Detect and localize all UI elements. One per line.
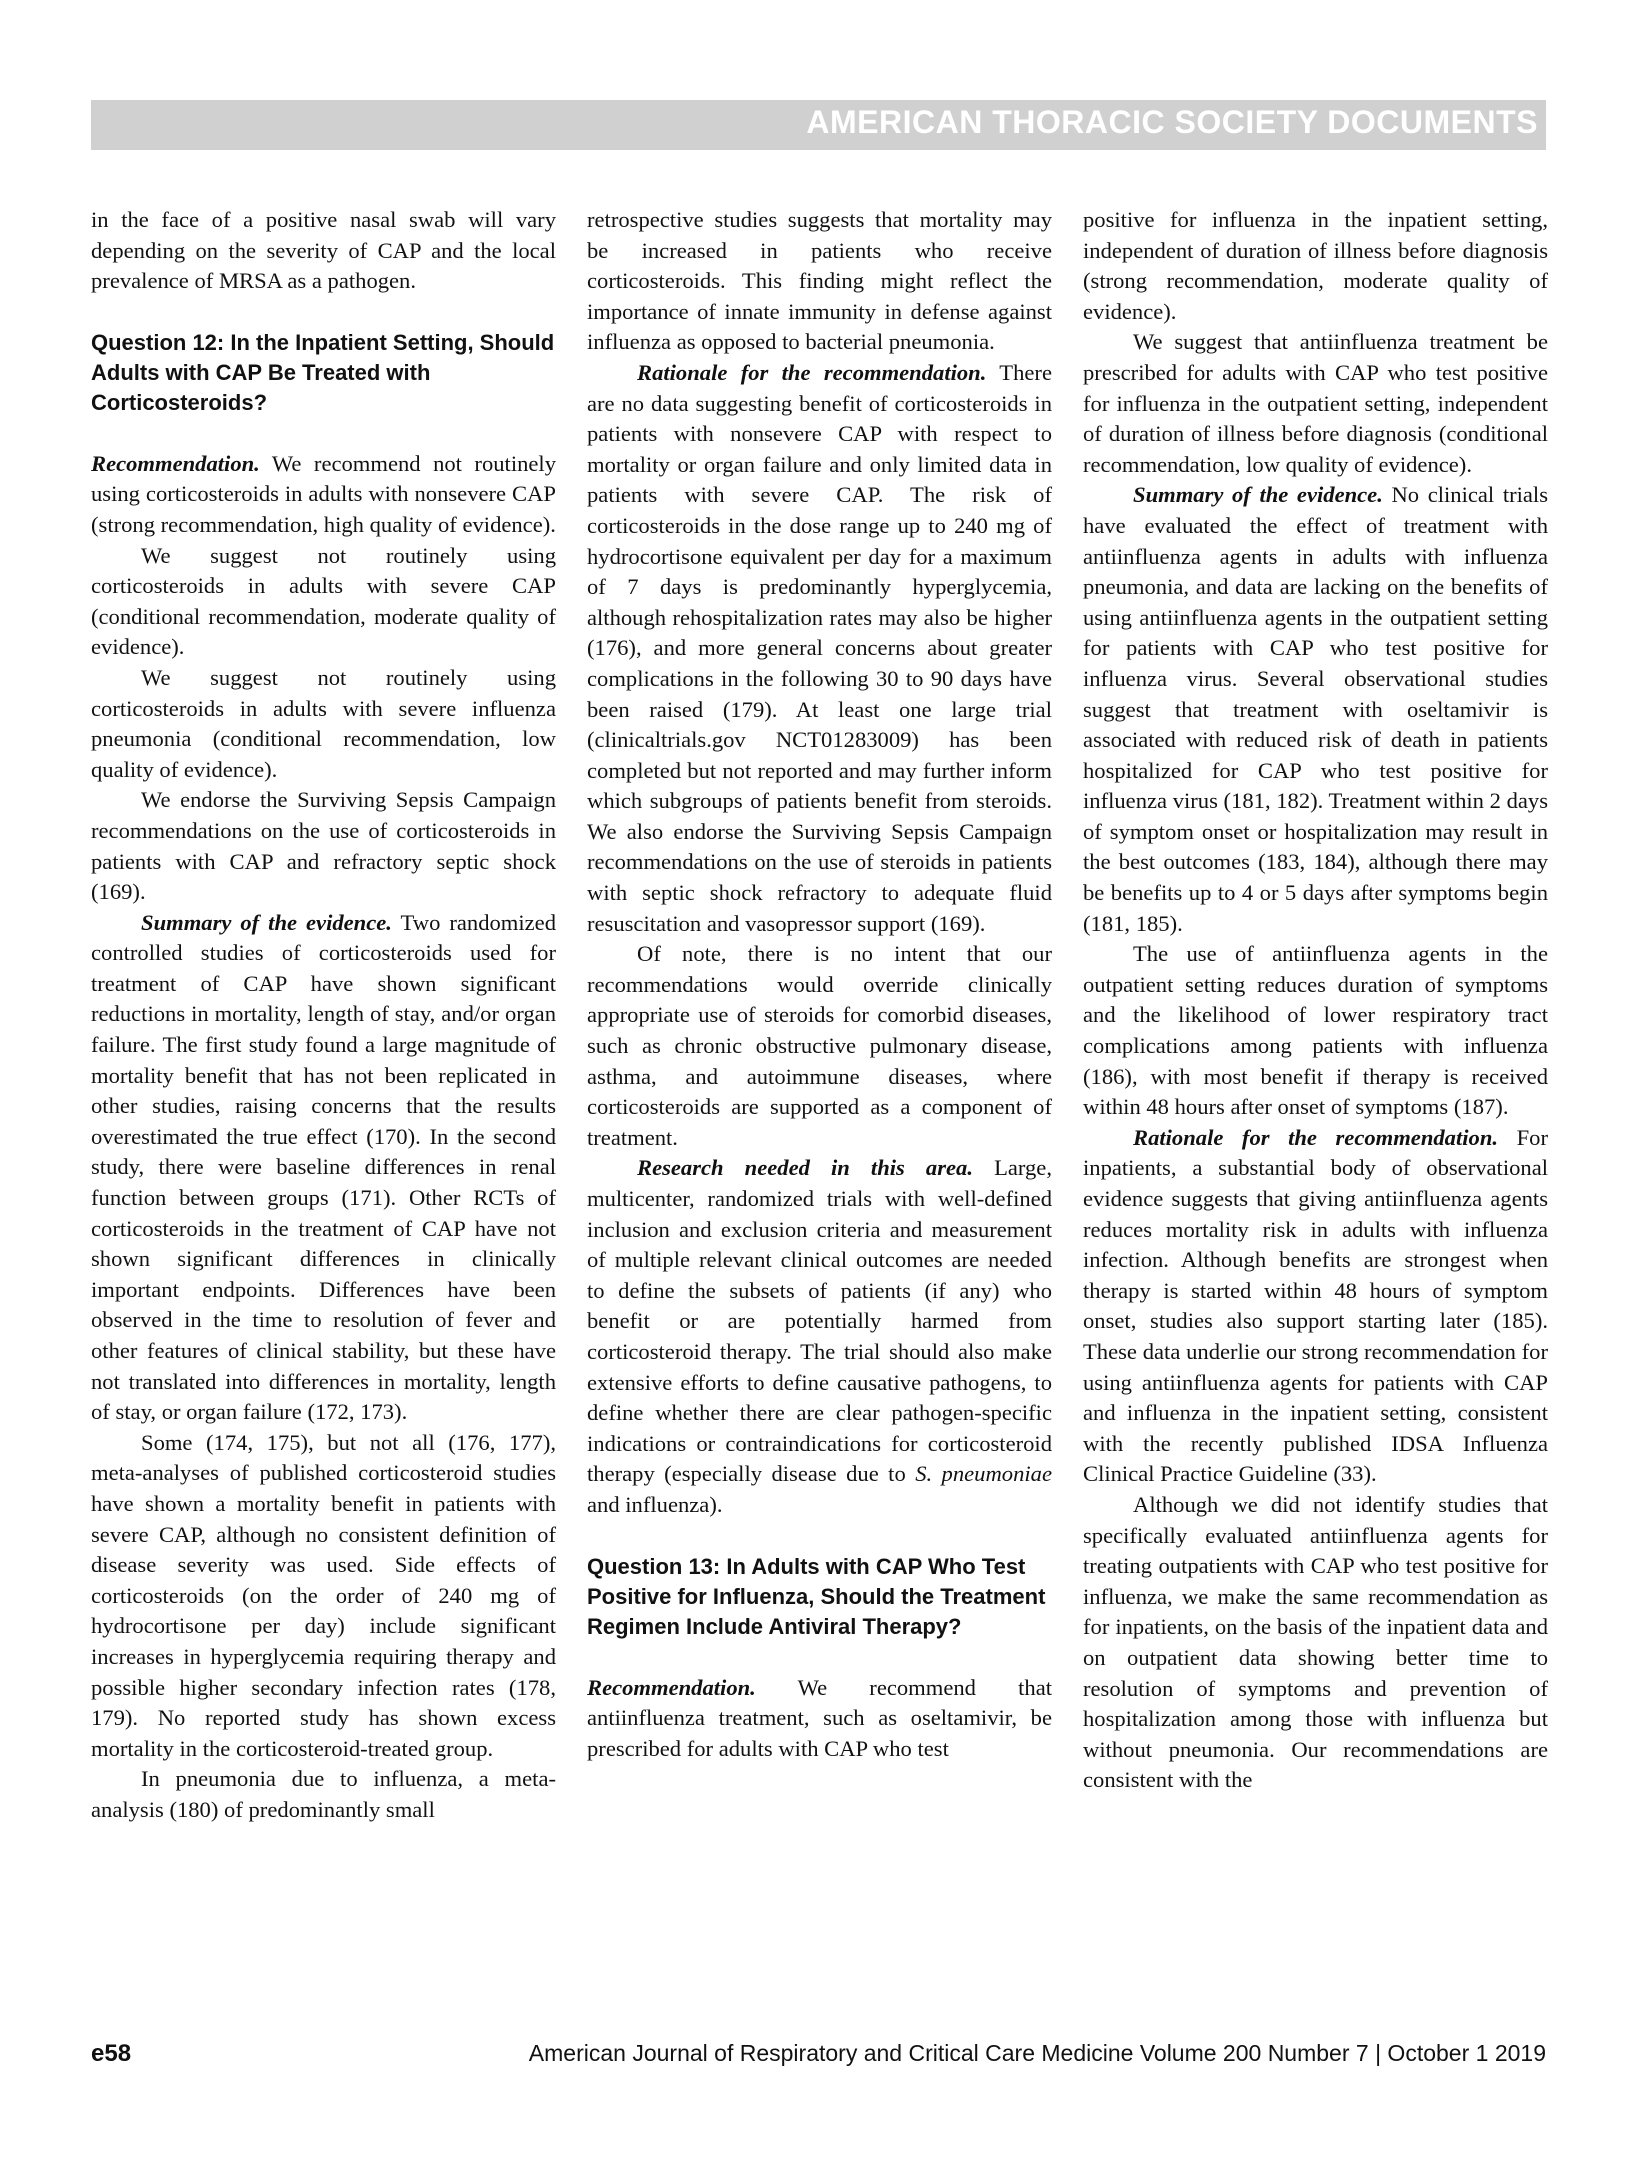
page-footer <box>91 2040 1546 2074</box>
page-number: e58 <box>91 2040 132 2067</box>
paragraph: Although we did not identify studies that specifically evaluated antiinfluenza agents for treating outpatients with CAP who test positive for influenza, we make the same recommendation as for inpatients, on the basis of the inpatient data and on outpatient data showing better time to resolution of symptoms and prevention of hospitalization among those with influenza but without pneumonia. Our recommendations are consistent with the <box>1083 1491 1548 1793</box>
research-paragraph <box>587 1153 1052 1520</box>
recommendation-text: We recommend that antiinfluenza treatment, such as oseltamivir, be prescribed for adults with CAP who test <box>587 1674 1052 1761</box>
paragraph: We suggest not routinely using corticosteroids in adults with severe influenza pneumonia (conditional recommendation, low quality of evidence). <box>91 664 556 782</box>
recommendation-lead: Recommendation. <box>91 450 260 476</box>
species-name: S. pneumoniae <box>915 1461 1052 1487</box>
paragraph: We suggest that antiinfluenza treatment be prescribed for adults with CAP who test positive for influenza in the outpatient setting, independent of duration of illness before diagnosis (conditional recommendation, low quality of evidence). <box>1083 329 1548 477</box>
evidence-paragraph <box>1083 480 1548 939</box>
evidence-text: No clinical trials have evaluated the effect of treatment with antiinfluenza agents in adults with influenza pneumonia, and data are lacking on the benefits of using antiinfluenza agents in the outpatient setting for patients with CAP who test positive for influenza virus. Several observational studies suggest that treatment with oseltamivir is associated with reduced risk of death in patients hospitalized for CAP who test positive for influenza virus (181, 182). Treatment within 2 days of symptom onset or hospitalization may result in the best outcomes (183, 184), although there may be benefits up to 4 or 5 days after symptoms begin (181, 185). <box>1083 482 1548 936</box>
evidence-paragraph <box>91 908 556 1428</box>
evidence-text: Two randomized controlled studies of corticosteroids used for treatment of CAP have shown significant reductions in mortality, length of stay, and/or organ failure. The first study found a large magnitude of mortality benefit that has not been replicated in other studies, raising concerns that the results overestimated the true effect (170). In the second study, there were baseline differences in renal function between groups (171). Other RCTs of corticosteroids in the treatment of CAP have not shown significant differences in clinically important endpoints. Differences have been observed in the time to resolution of fever and other features of clinical stability, but these have not translated into differences in mortality, length of stay, or organ failure (172, 173). <box>91 909 557 1425</box>
evidence-lead: Summary of the evidence. <box>141 909 392 935</box>
research-text: Large, multicenter, randomized trials with well-defined inclusion and exclusion criteria and measurement of multiple relevant clinical outcomes are needed to define the subsets of patients (if any) who benefit or are potentially harmed from corticosteroid therapy. The trial should also make extensive efforts to define causative pathogens, to define whether there are clear pathogen-specific indications or contraindications for corticosteroid therapy (especially disease due to <box>587 1155 1052 1487</box>
rationale-lead: Rationale for the recommendation. <box>1133 1124 1499 1150</box>
paragraph: We endorse the Surviving Sepsis Campaign recommendations on the use of corticosteroids in patients with CAP and refractory septic shock (169). <box>91 787 556 905</box>
header-banner <box>91 100 1546 150</box>
banner-title: AMERICAN THORACIC SOCIETY DOCUMENTS <box>806 104 1538 140</box>
paragraph: The use of antiinfluenza agents in the outpatient setting reduces duration of symptoms and the likelihood of lower respiratory tract complications among patients with influenza (186), with most benefit if therapy is received within 48 hours after onset of symptoms (187). <box>1083 941 1548 1120</box>
rationale-paragraph <box>587 358 1052 939</box>
column-2 <box>587 205 1052 1764</box>
paragraph: positive for influenza in the inpatient setting, independent of duration of illness before diagnosis (strong recommendation, moderate quality of evidence). <box>1083 207 1548 324</box>
research-text-end: and influenza). <box>587 1491 723 1517</box>
recommendation-text: We recommend not routinely using corticosteroids in adults with nonsevere CAP (strong recommendation, high quality of evidence). <box>91 450 556 537</box>
research-lead: Research needed in this area. <box>637 1155 973 1181</box>
column-3 <box>1083 205 1548 1796</box>
paragraph: Of note, there is no intent that our recommendations would override clinically appropriate use of steroids for comorbid diseases, such as chronic obstructive pulmonary disease, asthma, and autoimmune diseases, where corticosteroids are supported as a component of treatment. <box>587 941 1052 1150</box>
paragraph: In pneumonia due to influenza, a meta-analysis (180) of predominantly small <box>91 1766 556 1822</box>
paragraph: Some (174, 175), but not all (176, 177), meta-analyses of published corticosteroid studies have shown a mortality benefit in patients with severe CAP, although no consistent definition of disease severity was used. Side effects of corticosteroids (on the order of 240 mg of hydrocortisone per day) include significant increases in hyperglycemia requiring therapy and possible higher secondary infection rates (178, 179). No reported study has shown excess mortality in the corticosteroid-treated group. <box>91 1429 556 1761</box>
recommendation-lead: Recommendation. <box>587 1674 756 1700</box>
rationale-paragraph <box>1083 1123 1548 1490</box>
recommendation-paragraph <box>587 1673 1052 1765</box>
column-1 <box>91 205 556 1826</box>
paragraph: We suggest not routinely using corticosteroids in adults with severe CAP (conditional recommendation, moderate quality of evidence). <box>91 542 556 660</box>
recommendation-paragraph <box>91 449 556 541</box>
evidence-lead: Summary of the evidence. <box>1133 482 1383 508</box>
rationale-text: For inpatients, a substantial body of observational evidence suggests that giving antiinfluenza agents reduces mortality risk in adults with influenza infection. Although benefits are strongest when therapy is started within 48 hours of symptom onset, studies also support starting later (185). These data underlie our strong recommendation for using antiinfluenza agents for patients with CAP and influenza in the inpatient setting, consistent with the recently published IDSA Influenza Clinical Practice Guideline (33). <box>1083 1124 1548 1487</box>
rationale-text: There are no data suggesting benefit of corticosteroids in patients with nonsevere CAP with respect to mortality or organ failure and only limited data in patients with severe CAP. The risk of corticosteroids in the dose range up to 240 mg of hydrocortisone equivalent per day for a maximum of 7 days is predominantly hyperglycemia, although rehospitalization rates may also be higher (176), and more general concerns about greater complications in the following 30 to 90 days have been raised (179). At least one large trial (clinicaltrials.gov NCT01283009) has been completed but not reported and may further inform which subgroups of patients benefit from steroids. We also endorse the Surviving Sepsis Campaign recommendations on the use of steroids in patients with septic shock refractory to adequate fluid resuscitation and vasopressor support (169). <box>587 359 1052 936</box>
rationale-lead: Rationale for the recommendation. <box>637 359 987 385</box>
section-heading-question-13: Question 13: In Adults with CAP Who Test Positive for Influenza, Should the Treatment Regimen Include Antiviral Therapy? <box>587 1553 1046 1639</box>
journal-citation: American Journal of Respiratory and Critical Care Medicine Volume 200 Number 7 | October 1 2019 <box>528 2040 1546 2066</box>
section-heading-question-12: Question 12: In the Inpatient Setting, Should Adults with CAP Be Treated with Corticosteroids? <box>91 329 555 415</box>
paragraph: retrospective studies suggests that mortality may be increased in patients who receive corticosteroids. This finding might reflect the importance of innate immunity in defense against influenza as opposed to bacterial pneumonia. <box>587 207 1052 355</box>
paragraph: in the face of a positive nasal swab will vary depending on the severity of CAP and the local prevalence of MRSA as a pathogen. <box>91 207 556 294</box>
